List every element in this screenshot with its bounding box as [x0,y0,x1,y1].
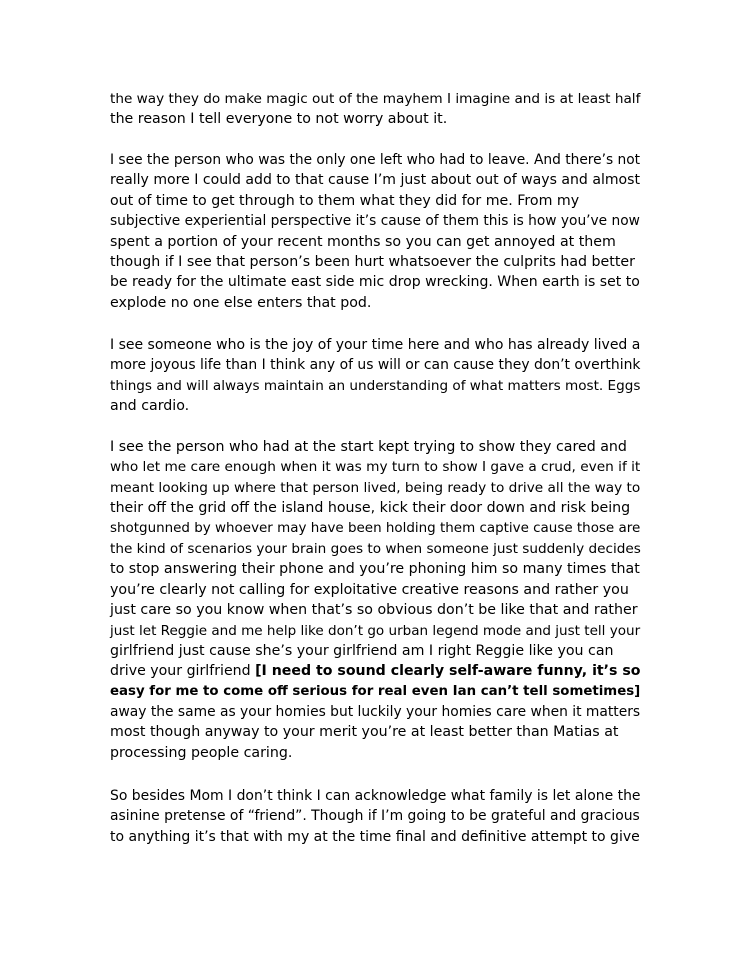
paragraph-3 [110,335,640,417]
text-line: girlfriend just cause she’s your girlfriend am I right Reggie like you can [110,642,614,659]
text-line: the reason I tell everyone to not worry about it. [110,111,448,128]
text-line: So besides Mom I don’t think I can acknowledge what family is let alone the [110,788,641,804]
text-line: processing people caring. [110,744,293,761]
paragraph-4 [110,437,640,763]
text-line: I see the person who had at the start kept trying to show they cared and [110,439,627,455]
text-line: out of time to get through to them what they did for me. From my [110,192,580,209]
paragraph-5 [110,786,640,847]
paragraph-1 [110,89,640,130]
bold-aside-text: easy for me to come off serious for real even Ian can’t tell sometimes] [110,683,641,699]
mixed-text-line [110,661,640,681]
text-line: meant looking up where that person lived, being ready to drive all the way to [110,479,641,496]
text-line: you’re clearly not calling for exploitative creative reasons and rather you [110,581,629,598]
plain-text-segment: drive your girlfriend [110,663,256,680]
text-line: subjective experiential perspective it’s cause of them this is how you’ve now [110,213,640,230]
text-line: though if I see that person’s been hurt whatsoever the culprits had better [110,253,635,270]
text-line: I see someone who is the joy of your time here and who has already lived a [110,337,641,353]
text-line: spent a portion of your recent months so you can get annoyed at them [110,233,616,250]
paragraph-2 [110,150,640,313]
text-line: asinine pretense of “friend”. Though if I’m going to be grateful and gracious [110,808,640,825]
text-line: shotgunned by whoever may have been holding them captive cause those are [110,520,641,536]
text-line: to stop answering their phone and you’re phoning him so many times that [110,561,640,578]
text-line: I see the person who was the only one left who had to leave. And there’s not [110,152,641,168]
text-line: the kind of scenarios your brain goes to when someone just suddenly decides [110,540,641,557]
text-line: just let Reggie and me help like don’t go urban legend mode and just tell your [110,622,641,639]
text-line: to anything it’s that with my at the time final and definitive attempt to give [110,828,640,845]
text-line: who let me care enough when it was my turn to show I gave a crud, even if it [110,459,641,476]
text-line: their off the grid off the island house, kick their door down and risk being [110,500,631,517]
text-line: away the same as your homies but luckily your homies care when it matters [110,704,641,721]
text-line: explode no one else enters that pod. [110,294,372,311]
text-line: be ready for the ultimate east side mic drop wrecking. When earth is set to [110,274,640,291]
text-line: just care so you know when that’s so obvious don’t be like that and rather [110,602,638,619]
text-line: the way they do make magic out of the mayhem I imagine and is at least half [110,91,641,107]
bold-aside-text: [I need to sound clearly self-aware funny, it’s so [255,663,641,680]
text-line: really more I could add to that cause I’m just about out of ways and almost [110,172,640,189]
text-line: things and will always maintain an understanding of what matters most. Eggs [110,377,641,394]
text-line: and cardio. [110,398,190,415]
text-line: most though anyway to your merit you’re at least better than Matias at [110,724,619,741]
text-line: more joyous life than I think any of us will or can cause they don’t overthink [110,357,641,374]
